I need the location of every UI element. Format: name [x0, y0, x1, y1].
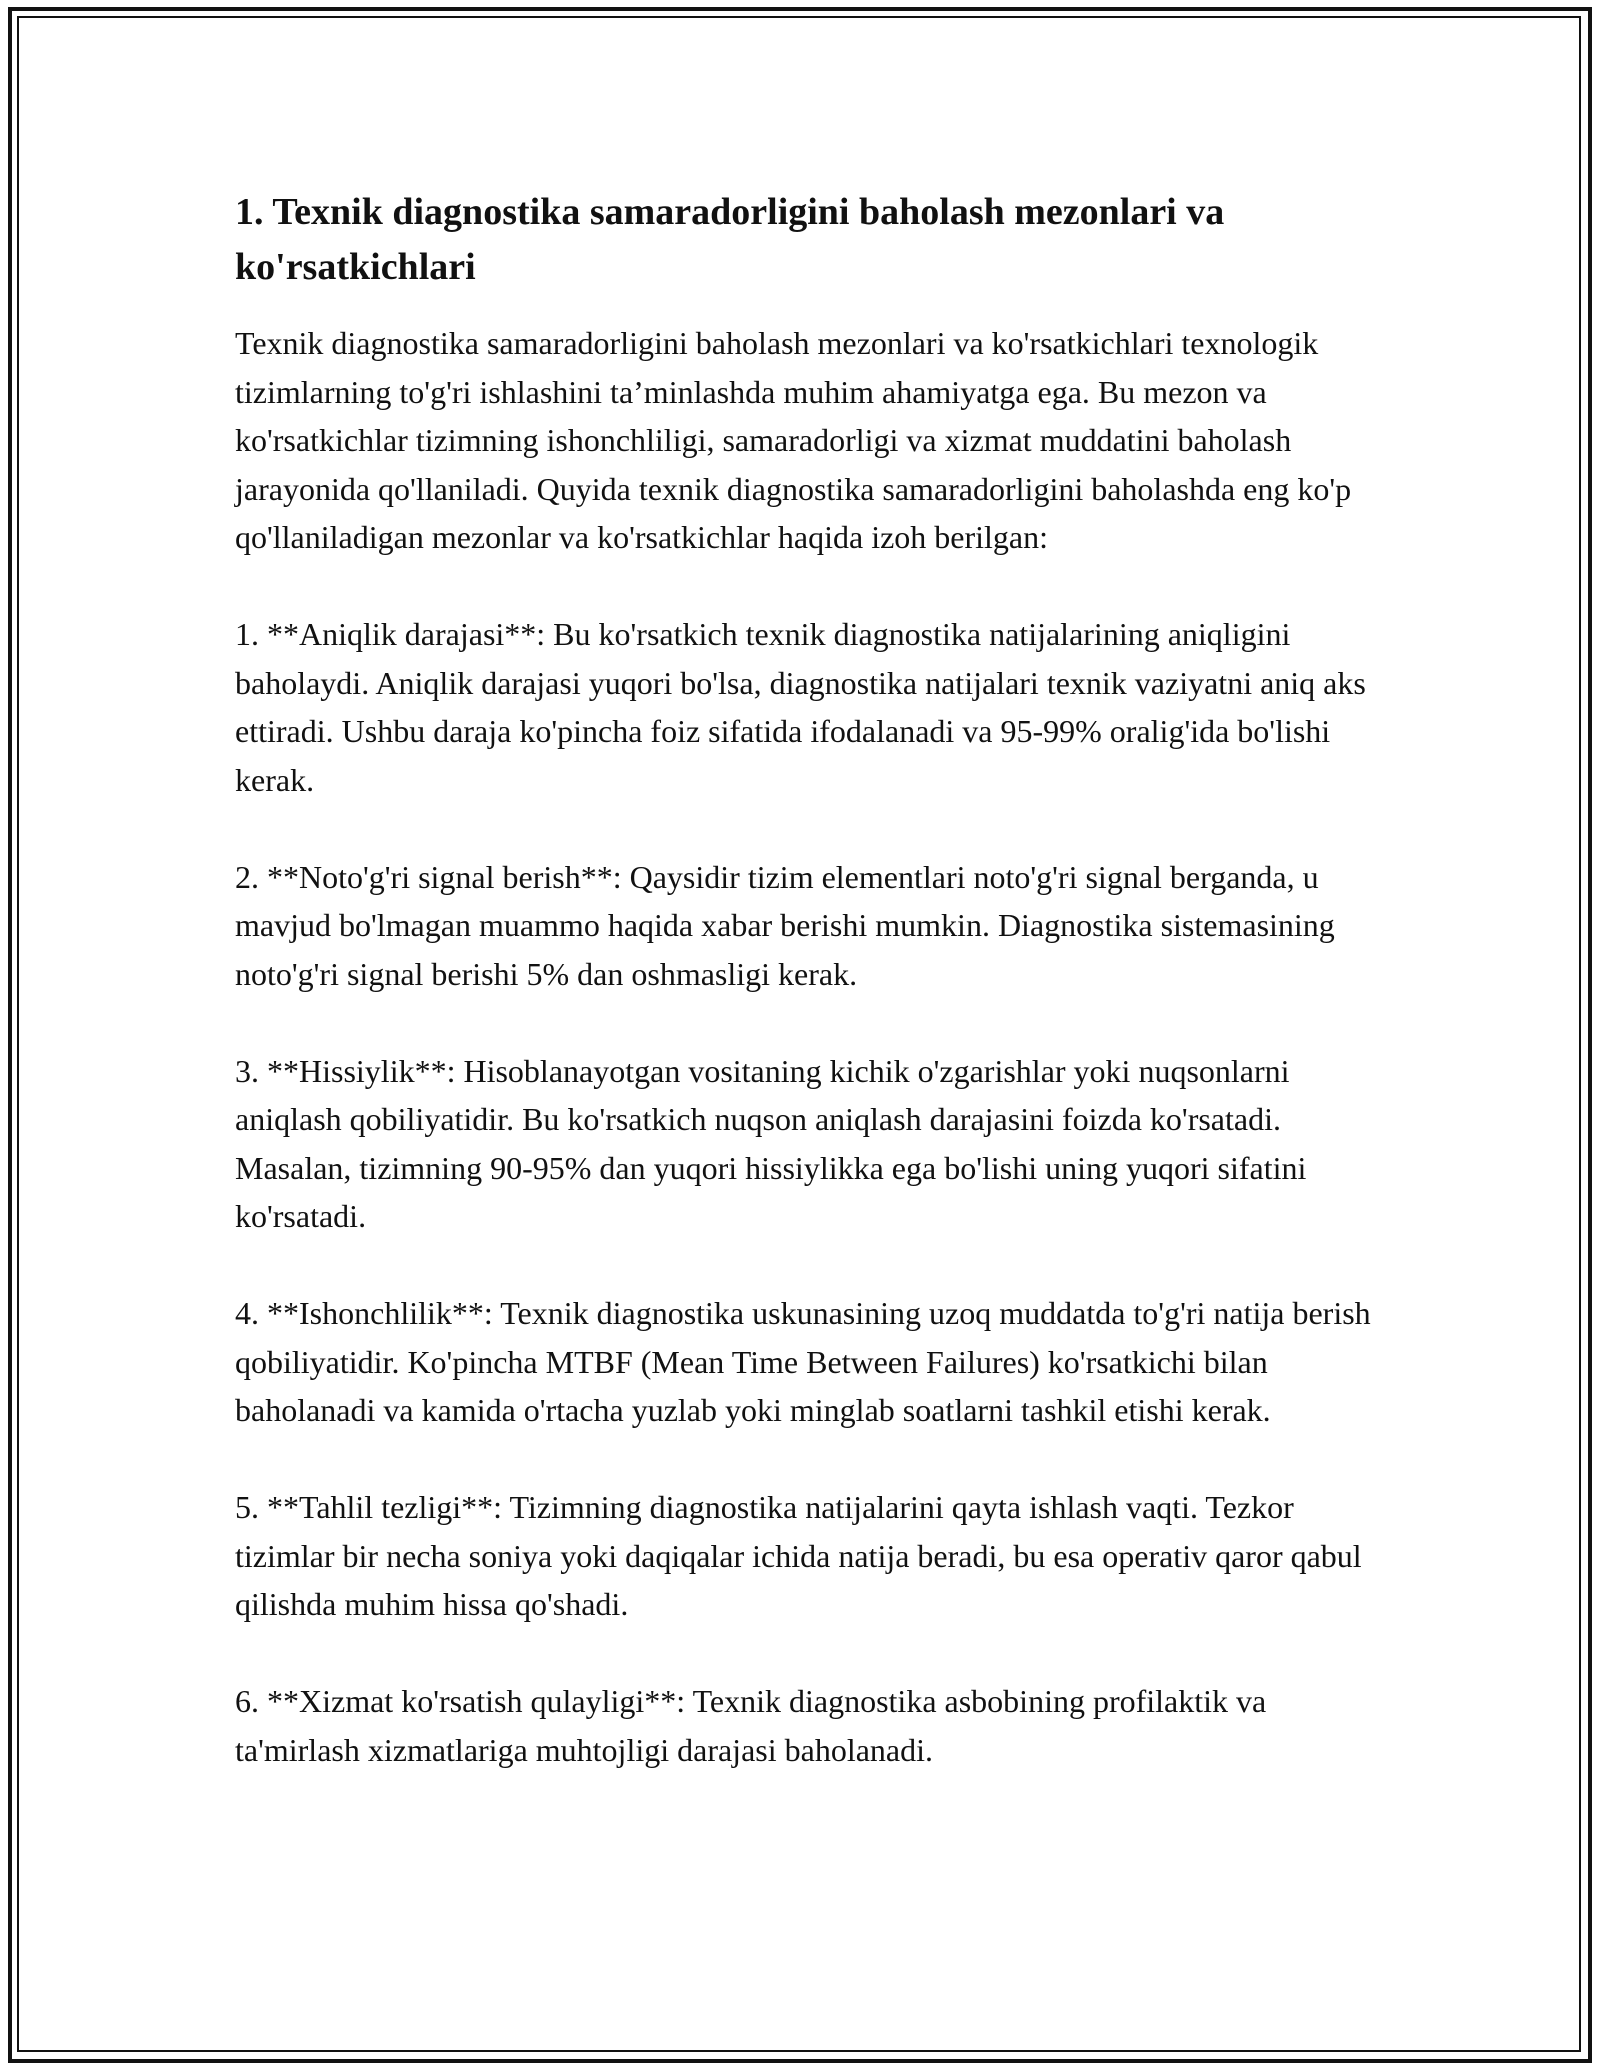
- criterion-accuracy: 1. **Aniqlik darajasi**: Bu ko'rsatkich texnik diagnostika natijalarining aniqligini baholaydi. Aniqlik darajasi yuqori bo'lsa, diagnostika natijalari texnik vaziyatni aniq aks ettiradi. Ushbu daraja ko'pincha foiz sifatida ifodalanadi va 95-99% oralig'ida bo'lishi kerak.: [235, 616, 1366, 798]
- criterion-sensitivity: 3. **Hissiylik**: Hisoblanayotgan vositaning kichik o'zgarishlar yoki nuqsonlarni aniqlash qobiliyatidir. Bu ko'rsatkich nuqson aniqlash darajasini foizda ko'rsatadi. Masalan, tizimning 90-95% dan yuqori hissiylikka ega bo'lishi uning yuqori sifatini ko'rsatadi.: [235, 1052, 1307, 1234]
- section-heading: 1. Texnik diagnostika samaradorligini baholash mezonlari va ko'rsatkichlari: [235, 191, 1225, 288]
- criterion-false-signal: 2. **Noto'g'ri signal berish**: Qaysidir tizim elementlari noto'g'ri signal berganda, u mavjud bo'lmagan muammo haqida xabar berishi mumkin. Diagnostika sistemasining noto'g'ri signal berishi 5% dan oshmasligi kerak.: [235, 858, 1335, 992]
- criterion-reliability: 4. **Ishonchlilik**: Texnik diagnostika uskunasining uzoq muddatda to'g'ri natija berish qobiliyatidir. Ko'pincha MTBF (Mean Time Between Failures) ko'rsatkichi bilan baholanadi va kamida o'rtacha yuzlab yoki minglab soatlarni tashkil etishi kerak.: [235, 1295, 1371, 1428]
- document-content: [235, 185, 1385, 1823]
- criterion-analysis-speed: 5. **Tahlil tezligi**: Tizimning diagnostika natijalarini qayta ishlash vaqti. Tezkor tizimlar bir necha soniya yoki daqiqalar ichida natija beradi, bu esa operativ qaror qabul qilishda muhim hissa qo'shadi.: [235, 1489, 1362, 1622]
- criterion-serviceability: 6. **Xizmat ko'rsatish qulayligi**: Texnik diagnostika asbobining profilaktik va ta'mirlash xizmatlariga muhtojligi darajasi baholanadi.: [235, 1683, 1267, 1768]
- intro-paragraph: Texnik diagnostika samaradorligini baholash mezonlari va ko'rsatkichlari texnologik tizimlarning to'g'ri ishlashini ta’minlashda muhim ahamiyatga ega. Bu mezon va ko'rsatkichlar tizimning ishonchliligi, samaradorligi va xizmat muddatini baholash jarayonida qo'llaniladi. Quyida texnik diagnostika samaradorligini baholashda eng ko'p qo'llaniladigan mezonlar va ko'rsatkichlar haqida izoh berilgan:: [235, 325, 1352, 555]
